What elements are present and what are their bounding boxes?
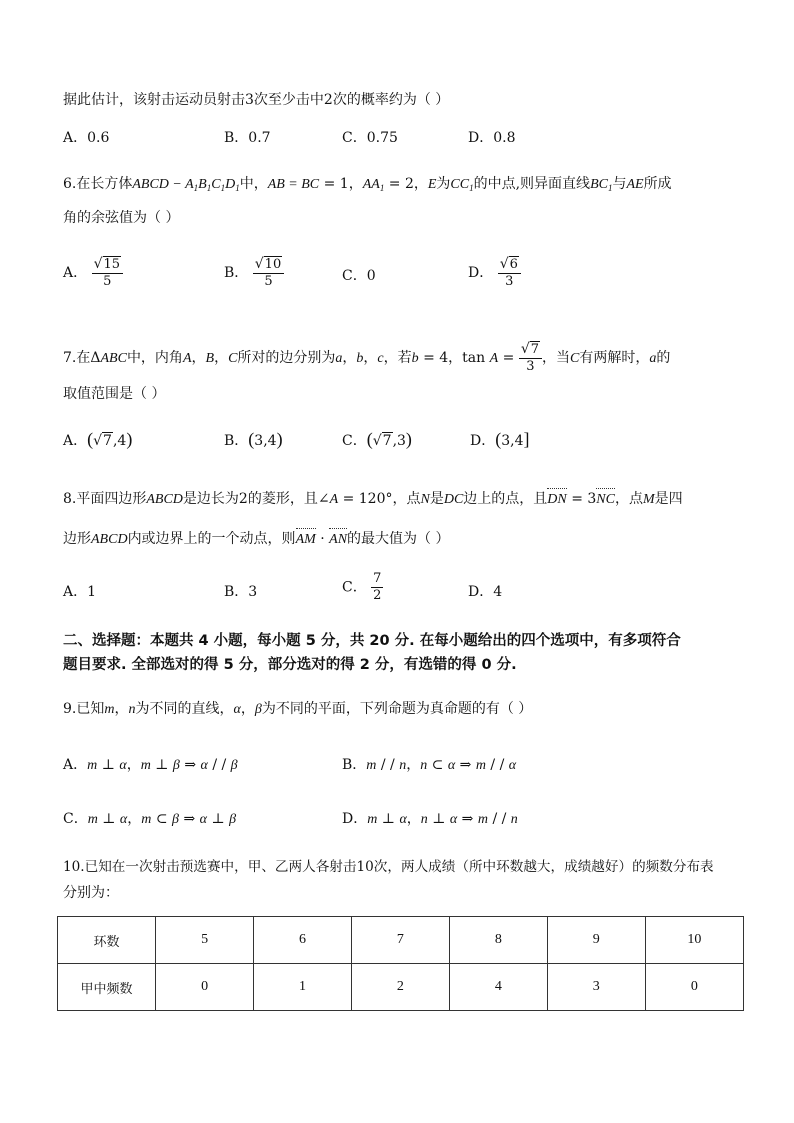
q7-text: ， bbox=[448, 350, 463, 366]
q8-text: ，点 bbox=[614, 491, 643, 507]
q8-text: 是四 bbox=[654, 491, 683, 507]
radicand: 15 bbox=[103, 257, 121, 272]
q10-stem-line1: 10.已知在一次射击预选赛中，甲、乙两人各射击10次，两人成绩（所中环数越大，成绩越好）的频数分布表 bbox=[63, 859, 714, 875]
table-cell: 1 bbox=[254, 964, 352, 1011]
q8-text: 的最大值为（ ） bbox=[347, 531, 450, 547]
q8-text: 边上的点，且 bbox=[463, 491, 548, 507]
q6-text: ， bbox=[348, 176, 363, 192]
q7-option-d: D．(3,4] bbox=[470, 429, 530, 449]
q7-option-a: A．(√7,4) bbox=[63, 429, 133, 449]
option-label: C． bbox=[342, 579, 367, 596]
option-label: B． bbox=[224, 265, 249, 281]
fraction: $\frac{√15}{5}$ bbox=[92, 256, 123, 290]
section2-heading-line1: 二、选择题：本题共 4 小题，每小题 5 分，共 20 分. 在每小题给出的四个选项中，有多项符合 bbox=[63, 633, 681, 649]
table-cell: 0 bbox=[156, 964, 254, 1011]
frequency-table bbox=[57, 916, 744, 1011]
q7-text: 有两解时， bbox=[579, 350, 650, 366]
q7-text: ，当 bbox=[542, 350, 571, 366]
q8-text: 是 bbox=[429, 491, 444, 507]
q7-text: 中，内角 bbox=[126, 350, 183, 366]
q7-text: ，若 bbox=[383, 350, 412, 366]
q8-stem-line1: 8.平面四边形ABCD是边长为2的菱形，且∠A = 120°，点N是DC边上的点，且DN = 3NC，点M是四 bbox=[63, 489, 683, 510]
table-cell: 2 bbox=[351, 964, 449, 1011]
denominator: 2 bbox=[373, 588, 382, 603]
option-value: 0 bbox=[366, 268, 376, 284]
q7-text: 的 bbox=[656, 350, 671, 366]
q9-option-a: A．m ⊥ α，m ⊥ β ⇒ α / / β bbox=[63, 757, 238, 773]
table-cell: 4 bbox=[449, 964, 547, 1011]
q9-text: 为不同的平面，下列命题为真命题的有（ ） bbox=[261, 701, 533, 717]
q5-option-b: B．0.7 bbox=[224, 130, 271, 146]
option-label: B． bbox=[224, 433, 249, 449]
q8-text: 边形 bbox=[63, 531, 91, 547]
q6-text: 与 bbox=[612, 176, 627, 192]
q7-text: 所对的边分别为 bbox=[237, 350, 336, 366]
q9-option-b: B．m / / n，n ⊂ α ⇒ m / / α bbox=[342, 757, 517, 773]
q8-option-d: D．4 bbox=[468, 584, 503, 600]
q7-option-b: B．(3,4) bbox=[224, 429, 283, 449]
q6-option-c bbox=[342, 266, 376, 286]
q7-prefix: 7.在 bbox=[63, 350, 91, 366]
q6-option-b bbox=[224, 256, 284, 290]
option-label: B． bbox=[342, 757, 367, 773]
option-label: C． bbox=[342, 433, 367, 449]
table-cell: 5 bbox=[156, 917, 254, 964]
table-cell: 0 bbox=[645, 964, 743, 1011]
q8-stem-line2: 边形ABCD内或边界上的一个动点，则AM · AN的最大值为（ ） bbox=[63, 529, 449, 550]
option-label: A． bbox=[63, 757, 88, 773]
table-cell: 9 bbox=[547, 917, 645, 964]
table-row bbox=[58, 917, 744, 964]
table-cell: 10 bbox=[645, 917, 743, 964]
option-label: C． bbox=[342, 268, 367, 284]
q6-prefix: 6.在长方体 bbox=[63, 176, 133, 192]
q5-stem-tail: 据此估计，该射击运动员射击3次至少击中2次的概率约为（ ） bbox=[63, 92, 450, 108]
q8-text: 是边长为 bbox=[182, 491, 239, 507]
q6-solid: ABCD − $A_1B_1C_1D_1$ bbox=[132, 177, 240, 193]
q8-option-a: A．1 bbox=[63, 584, 97, 600]
section2-heading-line2: 题目要求. 全部选对的得 5 分，部分选对的得 2 分，有选错的得 0 分. bbox=[63, 657, 517, 673]
q8-option-b: B．3 bbox=[224, 584, 258, 600]
q6-text: 为 bbox=[436, 176, 451, 192]
q9-prefix: 9.已知 bbox=[63, 701, 105, 717]
fraction: $\frac{√7}{3}$ bbox=[519, 341, 542, 375]
table-row bbox=[58, 964, 744, 1011]
denominator: 5 bbox=[103, 274, 112, 289]
radicand: 10 bbox=[264, 257, 282, 272]
q8-text: 的菱形，且 bbox=[247, 491, 318, 507]
q8-prefix: 8.平面四边形 bbox=[63, 491, 147, 507]
q9-stem: 9.已知m，n为不同的直线，α，β为不同的平面，下列命题为真命题的有（ ） bbox=[63, 701, 533, 717]
q7-stem-line1: 7.在ΔABC中，内角A，B，C所对的边分别为a，b，c，若b = 4，tan A = $\frac{√7}{3}$ ，当C有两解时，a的 bbox=[63, 341, 671, 374]
denominator: 3 bbox=[505, 274, 514, 289]
q10-stem-line2: 分别为： bbox=[63, 885, 119, 901]
q7-stem-line2: 取值范围是（ ） bbox=[63, 386, 166, 402]
q5-option-d: D．0.8 bbox=[468, 130, 516, 146]
radicand: 6 bbox=[509, 257, 518, 272]
q8-text: ，点 bbox=[392, 491, 421, 507]
q9-option-d: D．m ⊥ α，n ⊥ α ⇒ m / / n bbox=[342, 811, 518, 827]
fraction: $\frac{√10}{5}$ bbox=[253, 256, 284, 290]
numerator: 7 bbox=[373, 571, 382, 586]
option-label: C． bbox=[63, 811, 88, 827]
option-label: D． bbox=[468, 265, 494, 281]
q6-option-a bbox=[63, 256, 123, 290]
q6-stem-line2: 角的余弦值为（ ） bbox=[63, 210, 180, 226]
option-label: D． bbox=[470, 433, 496, 449]
table-cell: 7 bbox=[351, 917, 449, 964]
fraction: $\frac{√6}{3}$ bbox=[498, 256, 521, 290]
option-label: A． bbox=[63, 265, 88, 281]
q6-stem-line1: 6.在长方体ABCD − $A_1B_1C_1D_1$中，AB = BC = 1，$AA_1 = 2$，E为$CC_1$的中点,则异面直线$BC_1$与AE所成 bbox=[63, 176, 672, 193]
q6-cond1: AB = BC bbox=[267, 177, 320, 192]
q5-option-c: C．0.75 bbox=[342, 130, 398, 146]
option-label: A． bbox=[63, 433, 88, 449]
q5-option-a: A．0.6 bbox=[63, 130, 110, 146]
q6-cond2: $AA_1$ bbox=[362, 177, 385, 193]
q6-text: 的中点,则异面直线 bbox=[473, 176, 591, 192]
table-cell: 3 bbox=[547, 964, 645, 1011]
q8-text: 内或边界上的一个动点，则 bbox=[127, 531, 296, 547]
q6-text: 所成 bbox=[643, 176, 672, 192]
q6-text: ， bbox=[413, 176, 428, 192]
q9-option-c: C．m ⊥ α，m ⊂ β ⇒ α ⊥ β bbox=[63, 811, 237, 827]
q8-option-c bbox=[342, 571, 383, 604]
option-label: D． bbox=[342, 811, 368, 827]
q9-text: 为不同的直线， bbox=[135, 701, 234, 717]
q6-text: 中， bbox=[239, 176, 268, 192]
table-cell: 6 bbox=[254, 917, 352, 964]
table-cell: 环数 bbox=[58, 917, 156, 964]
q6-option-d bbox=[468, 256, 521, 290]
denominator: 5 bbox=[264, 274, 273, 289]
table-cell: 8 bbox=[449, 917, 547, 964]
fraction bbox=[371, 571, 383, 604]
q7-option-c: C．(√7,3) bbox=[342, 429, 412, 449]
table-cell: 甲中频数 bbox=[58, 964, 156, 1011]
